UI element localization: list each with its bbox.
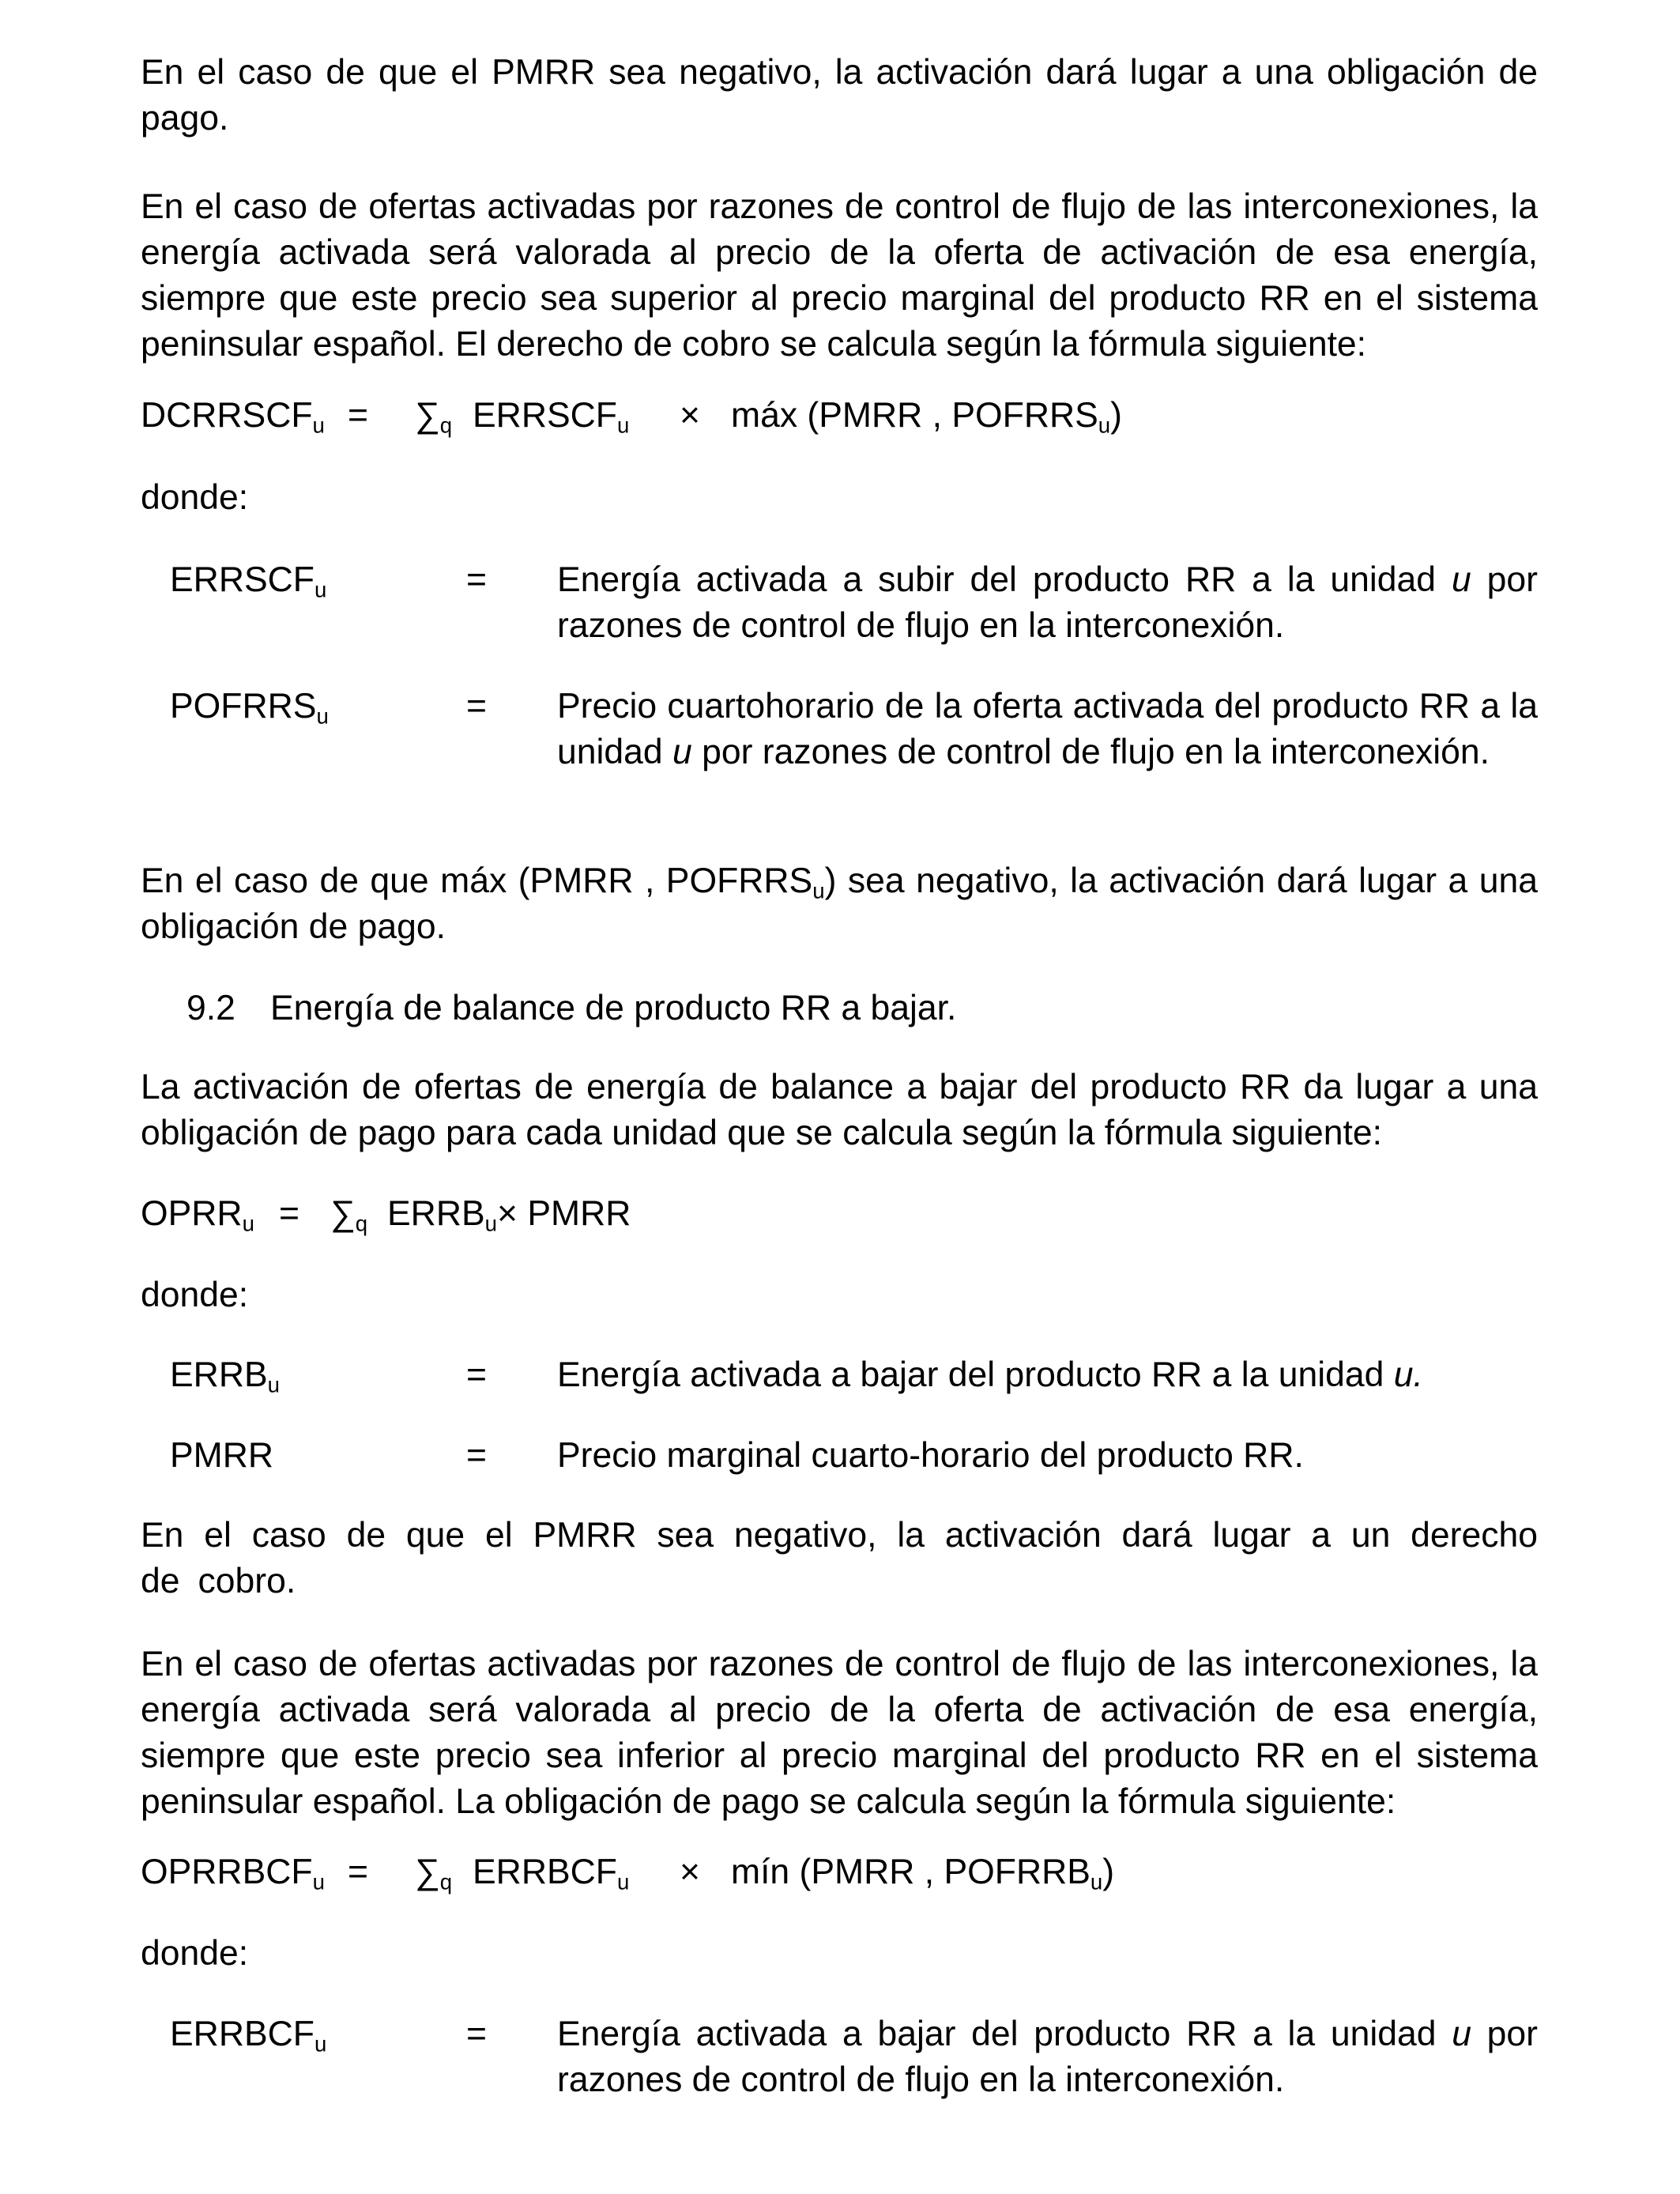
definition-errscf: [0, 557, 1680, 652]
formula-sum-symbol: $\sum_q$: [415, 1853, 453, 1894]
definition-equals: =: [466, 560, 487, 599]
formula-lhs: $OPRRBCF_u$: [141, 1853, 325, 1894]
paragraph-flow-control-down: En el caso de ofertas activadas por razones de control de flujo de las interconexiones, la energía activada será valorada al precio de la oferta de activación de esa energía, siempre que este precio sea inferior al precio marginal del producto RR en el sistema peninsular español. La obligación de pago se calcula según la fórmula siguiente:: [141, 1645, 1538, 1821]
formula-oprr: [141, 1191, 1538, 1237]
formula-times: ×: [680, 396, 700, 435]
definition-description: Energía activada a bajar del producto RR a la unidad u por razones de control de flujo en la interconexión.: [557, 2015, 1538, 2099]
formula-equals: =: [279, 1194, 299, 1233]
formula-lhs: $OPRR_u$: [141, 1194, 254, 1236]
formula-term: $ERRB_u\times$ PMRR: [387, 1194, 631, 1236]
paragraph-activation-down: La activación de ofertas de energía de balance a bajar del producto RR da lugar a una obligación de pago para cada unidad que se calcula según la fórmula siguiente:: [141, 1068, 1538, 1152]
donde-label-1: donde:: [141, 478, 249, 517]
definition-pmrr: [0, 1433, 1680, 1479]
paragraph-pmrr-negative-right: En el caso de que el PMRR sea negativo, la activación dará lugar a un derecho de cobro.: [141, 1516, 1538, 1600]
definition-errbcf: [0, 2011, 1680, 2106]
definition-errb: [0, 1352, 1680, 1398]
definition-term: $ERRB_u$: [170, 1355, 280, 1397]
formula-equals: =: [348, 396, 368, 435]
formula-dcrrscf: [141, 393, 1538, 439]
formula-sum-symbol: $\sum_q$: [330, 1194, 368, 1236]
formula-min-function: mín (PMRR , $POFRRB_u$): [731, 1853, 1115, 1894]
definition-equals: =: [466, 1436, 487, 1475]
definition-term: $POFRRS_u$: [170, 687, 329, 729]
definition-term: PMRR: [170, 1436, 274, 1475]
definition-description: Precio marginal cuarto-horario del producto RR.: [557, 1436, 1304, 1475]
section-number: 9.2: [186, 989, 235, 1027]
formula-term: $ERRBCF_u$: [473, 1853, 630, 1894]
formula-max-function: máx (PMRR , $POFRRS_u$): [731, 396, 1122, 438]
definition-description: Precio cuartohorario de la oferta activada del producto RR a la unidad u por razones de control de flujo en la interconexión.: [557, 687, 1538, 771]
section-title: Energía de balance de producto RR a bajar.: [270, 989, 957, 1027]
definition-equals: =: [466, 2015, 487, 2053]
definition-equals: =: [466, 687, 487, 726]
section-heading: [141, 986, 1538, 1031]
formula-times: ×: [680, 1853, 700, 1891]
donde-label-3: donde:: [141, 1934, 249, 1973]
definition-term: $ERRSCF_u$: [170, 560, 327, 602]
definition-pofrrs: [0, 684, 1680, 826]
paragraph-flow-control-up: En el caso de ofertas activadas por razones de control de flujo de las interconexiones, la energía activada será valorada al precio de la oferta de activación de esa energía, siempre que este precio sea superior al precio marginal del producto RR en el sistema peninsular español. El derecho de cobro se calcula según la fórmula siguiente:: [141, 187, 1538, 364]
donde-label-2: donde:: [141, 1276, 249, 1314]
formula-oprrbcf: [141, 1849, 1538, 1895]
paragraph-pmrr-negative-obligation: En el caso de que el PMRR sea negativo, la activación dará lugar a una obligación de pago.: [141, 53, 1538, 138]
definition-description: Energía activada a bajar del producto RR a la unidad u.: [557, 1355, 1423, 1394]
paragraph-max-negative: En el caso de que máx (PMRR , $POFRRS_u$) sea negativo, la activación dará lugar a una obligación de pago.: [141, 861, 1538, 946]
formula-sum-symbol: $\sum_q$: [415, 396, 453, 438]
definition-equals: =: [466, 1355, 487, 1394]
formula-equals: =: [348, 1853, 368, 1891]
formula-term: $ERRSCF_u$: [473, 396, 630, 438]
definition-description: Energía activada a subir del producto RR a la unidad u por razones de control de flujo en la interconexión.: [557, 560, 1538, 645]
definition-term: $ERRBCF_u$: [170, 2015, 327, 2056]
formula-lhs: $DCRRSCF_u$: [141, 396, 325, 438]
